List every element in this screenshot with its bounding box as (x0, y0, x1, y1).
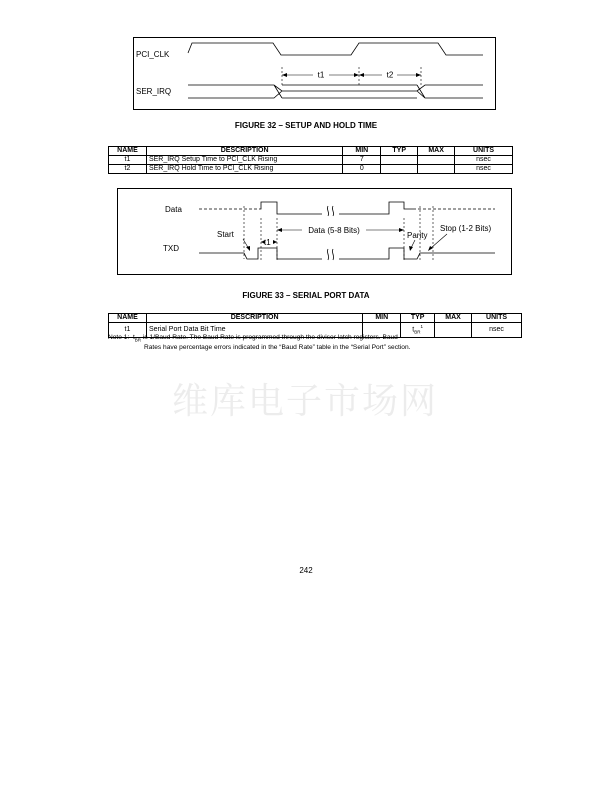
note-label: Note 1: (108, 334, 130, 341)
timing-label-t1: t1 (317, 70, 325, 80)
signal-label-pci-clk: PCI_CLK (136, 50, 170, 59)
table-cell: Serial Port Data Bit Time (146, 323, 362, 338)
note-line-2: Rates have percentage errors indicated in the “Baud Rate” table in the “Serial Port” section. (144, 344, 411, 352)
table-header-row (109, 314, 522, 323)
column-header: MIN (343, 147, 381, 156)
ser-irq-waveform (188, 85, 483, 98)
table-header-row (109, 147, 513, 156)
figure-33-caption: FIGURE 33 – SERIAL PORT DATA (242, 291, 370, 300)
column-header: UNITS (472, 314, 522, 323)
column-header: DESCRIPTION (146, 314, 362, 323)
table-row (109, 156, 513, 165)
watermark: 维库电子市场网 (172, 381, 439, 422)
signal-label-txd: TXD (163, 244, 179, 253)
column-header: NAME (109, 147, 147, 156)
column-header: MAX (418, 147, 455, 156)
table-cell (381, 156, 418, 165)
table-cell: t2 (109, 165, 147, 174)
table-cell-typ: $t_{BR}^1$ (401, 323, 435, 338)
table-cell: t1 (109, 323, 147, 338)
pci-clk-waveform (188, 43, 483, 55)
table-cell (418, 165, 455, 174)
table-cell (418, 156, 455, 165)
column-header: NAME (109, 314, 147, 323)
column-header: UNITS (455, 147, 513, 156)
figure-32-caption: FIGURE 32 – SETUP AND HOLD TIME (234, 121, 378, 130)
column-header: TYP (401, 314, 435, 323)
table-note: Note 1: $t_{BR}$ is 1/Baud Rate. The Baud Rate is programmed through the divisor latch registers. Baud Rates have percentage errors indicated in the “Baud Rate” table in the “Serial Port” section. (108, 334, 528, 352)
txd-waveform (199, 248, 495, 259)
table-cell: SER_IRQ Hold Time to PCI_CLK Rising (146, 165, 342, 174)
column-header: MAX (435, 314, 472, 323)
table-cell: 7 (343, 156, 381, 165)
column-header: TYP (381, 147, 418, 156)
column-header: DESCRIPTION (146, 147, 342, 156)
table-cell: nsec (472, 323, 522, 338)
label-data-bits: Data (5-8 Bits) (308, 226, 360, 235)
signal-label-data: Data (165, 205, 182, 214)
table-cell: SER_IRQ Setup Time to PCI_CLK Rising (146, 156, 342, 165)
table-cell: 0 (343, 165, 381, 174)
table-cell: t1 (109, 156, 147, 165)
page-number: 242 (299, 566, 313, 575)
column-header: MIN (363, 314, 401, 323)
label-parity: Parity (407, 231, 428, 240)
label-start: Start (217, 230, 234, 239)
figure-32-setup-hold-timing (133, 37, 497, 111)
timing-label-t2: t2 (386, 70, 394, 80)
table-row (109, 165, 513, 174)
setup-hold-table (108, 146, 513, 174)
signal-label-ser-irq: SER_IRQ (136, 87, 172, 96)
figure-33-serial-port-timing (117, 188, 513, 276)
table-cell (381, 165, 418, 174)
label-t1: t1 (264, 238, 271, 247)
label-stop-bits: Stop (1-2 Bits) (440, 224, 492, 233)
table-cell: nsec (455, 165, 513, 174)
table-cell: nsec (455, 156, 513, 165)
